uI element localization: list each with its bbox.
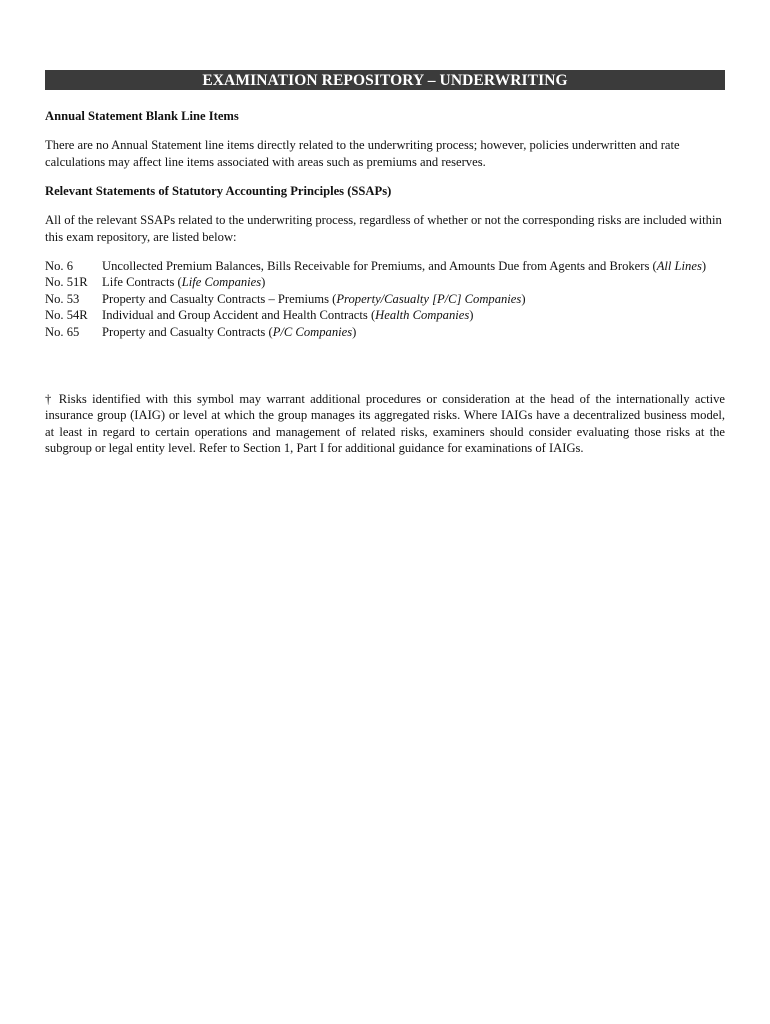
ssap-description: Life Contracts (Life Companies) [102, 275, 266, 290]
ssap-number: No. 65 [45, 324, 80, 339]
ssap-number: No. 53 [45, 291, 80, 306]
list-item [45, 324, 725, 340]
section-heading-line-items: Annual Statement Blank Line Items [45, 109, 239, 123]
list-item [45, 258, 725, 274]
ssap-number: No. 51R [45, 275, 88, 290]
ssap-description: Property and Casualty Contracts (P/C Companies) [102, 324, 357, 339]
list-item [45, 274, 725, 290]
ssap-description: Individual and Group Accident and Health Contracts (Health Companies) [102, 308, 474, 323]
document-page [45, 70, 725, 457]
ssap-description: Property and Casualty Contracts – Premiums (Property/Casualty [P/C] Companies) [102, 291, 526, 306]
footnote-iaig: † Risks identified with this symbol may warrant additional procedures or consideration at the head of the internationally active insurance group (IAIG) or level at which the group manages its aggregated risks. Where IAIGs have a decentralized business model, at least in regard to certain operations and management of related risks, examiners should consider evaluating those risks at the subgroup or legal entity level. Refer to Section 1, Part I for additional guidance for examinations of IAIGs. [45, 392, 725, 456]
list-item [45, 291, 725, 307]
section-body-line-items: There are no Annual Statement line items directly related to the underwriting process; however, policies underwritten and rate calculations may affect line items associated with areas such as premiums and reserves. [45, 138, 680, 169]
section-body-ssaps: All of the relevant SSAPs related to the underwriting process, regardless of whether or not the corresponding risks are included within this exam repository, are listed below: [45, 213, 722, 244]
page-title: EXAMINATION REPOSITORY – UNDERWRITING [45, 70, 725, 90]
ssap-list [45, 258, 725, 340]
list-item [45, 307, 725, 323]
ssap-number: No. 54R [45, 308, 88, 323]
ssap-description: Uncollected Premium Balances, Bills Receivable for Premiums, and Amounts Due from Agents and Brokers (All Lines) [102, 259, 707, 273]
section-heading-ssaps: Relevant Statements of Statutory Accounting Principles (SSAPs) [45, 184, 392, 198]
ssap-number: No. 6 [45, 259, 73, 273]
